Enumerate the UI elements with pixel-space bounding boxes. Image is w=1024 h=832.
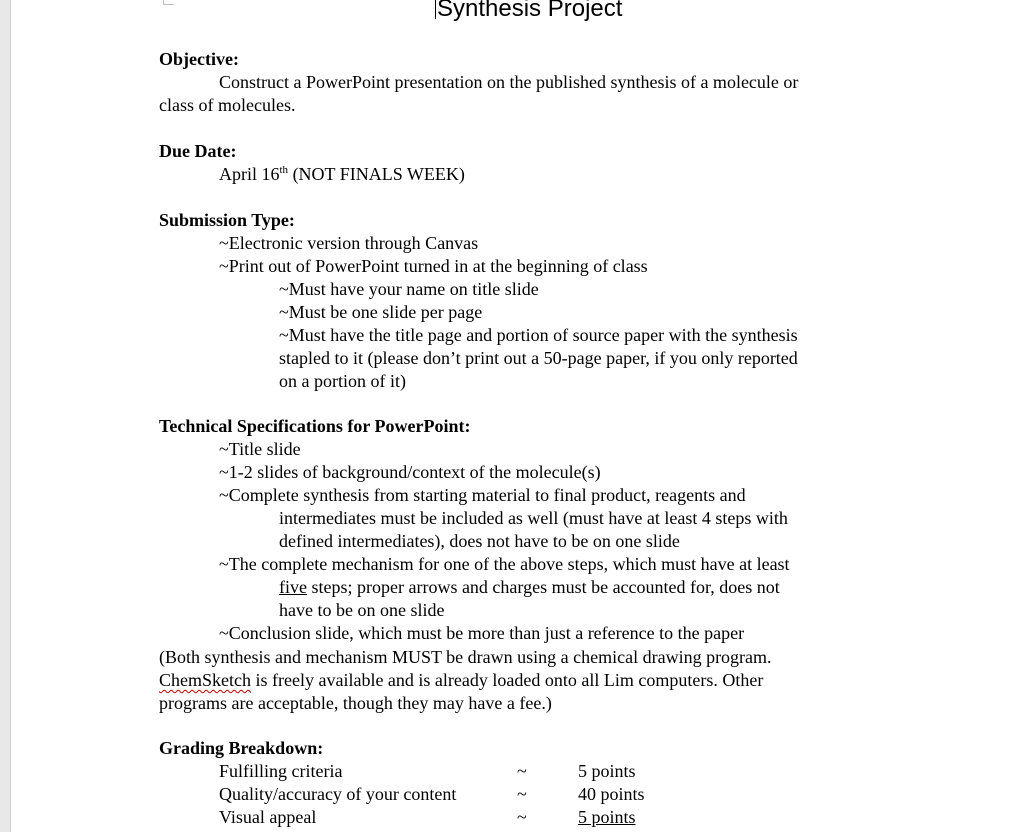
document-page[interactable] [10, 0, 1024, 832]
technical-note-line3: programs are acceptable, though they may have a fee.) [159, 693, 552, 713]
grading-row-criterion: Fulfilling criteria [219, 761, 343, 781]
technical-note-line2: ChemSketch is freely available and is already loaded onto all Lim computers. Other [159, 670, 764, 690]
technical-item-mechanism-line3: have to be on one slide [279, 600, 445, 620]
technical-item-synthesis-line2: intermediates must be included as well (must have at least 4 steps with [279, 508, 788, 528]
grading-row-separator: ~ [517, 807, 527, 827]
grading-row-points: 5 points [578, 807, 636, 827]
submission-sub-slide: ~Must be one slide per page [279, 302, 483, 322]
grading-row-separator: ~ [517, 784, 527, 804]
technical-heading: Technical Specifications for PowerPoint: [159, 416, 471, 436]
technical-item-mechanism-line2: five steps; proper arrows and charges must be accounted for, does not [279, 577, 780, 597]
technical-note-line1: (Both synthesis and mechanism MUST be drawn using a chemical drawing program. [159, 647, 772, 667]
technical-item-mechanism-line1: ~The complete mechanism for one of the above steps, which must have at least [219, 554, 790, 574]
submission-sub-title-page-line1: ~Must have the title page and portion of source paper with the synthesis [279, 325, 798, 345]
text-cursor [435, 0, 436, 19]
submission-sub-title-page-line2: stapled to it (please don’t print out a 50-page paper, if you only reported [279, 348, 798, 368]
technical-item-background: ~1-2 slides of background/context of the molecule(s) [219, 462, 601, 482]
grading-row-points: 40 points [578, 784, 645, 804]
objective-heading: Objective: [159, 49, 239, 69]
submission-sub-name: ~Must have your name on title slide [279, 279, 539, 299]
technical-item-conclusion: ~Conclusion slide, which must be more than just a reference to the paper [219, 623, 745, 643]
technical-item-synthesis-line3: defined intermediates), does not have to be on one slide [279, 531, 680, 551]
page-corner-mark [163, 0, 174, 5]
submission-sub-title-page-line3: on a portion of it) [279, 371, 406, 391]
grading-heading: Grading Breakdown: [159, 738, 324, 758]
technical-item-title-slide: ~Title slide [219, 439, 301, 459]
due-date-heading: Due Date: [159, 141, 237, 161]
grading-row-criterion: Quality/accuracy of your content [219, 784, 457, 804]
submission-item-electronic: ~Electronic version through Canvas [219, 233, 479, 253]
spellcheck-flagged-word[interactable]: ChemSketch [159, 670, 251, 690]
grading-row-points: 5 points [578, 761, 636, 781]
document-title: Synthesis Project [435, 0, 622, 24]
submission-heading: Submission Type: [159, 210, 295, 230]
grading-row-criterion: Visual appeal [219, 807, 317, 827]
technical-item-synthesis-line1: ~Complete synthesis from starting material to final product, reagents and [219, 485, 746, 505]
objective-text-line1: Construct a PowerPoint presentation on the published synthesis of a molecule or [219, 72, 799, 92]
grading-row-separator: ~ [517, 761, 527, 781]
submission-item-printout: ~Print out of PowerPoint turned in at the beginning of class [219, 256, 648, 276]
due-date-text: April 16th (NOT FINALS WEEK) [219, 164, 465, 184]
objective-text-line2: class of molecules. [159, 95, 296, 115]
